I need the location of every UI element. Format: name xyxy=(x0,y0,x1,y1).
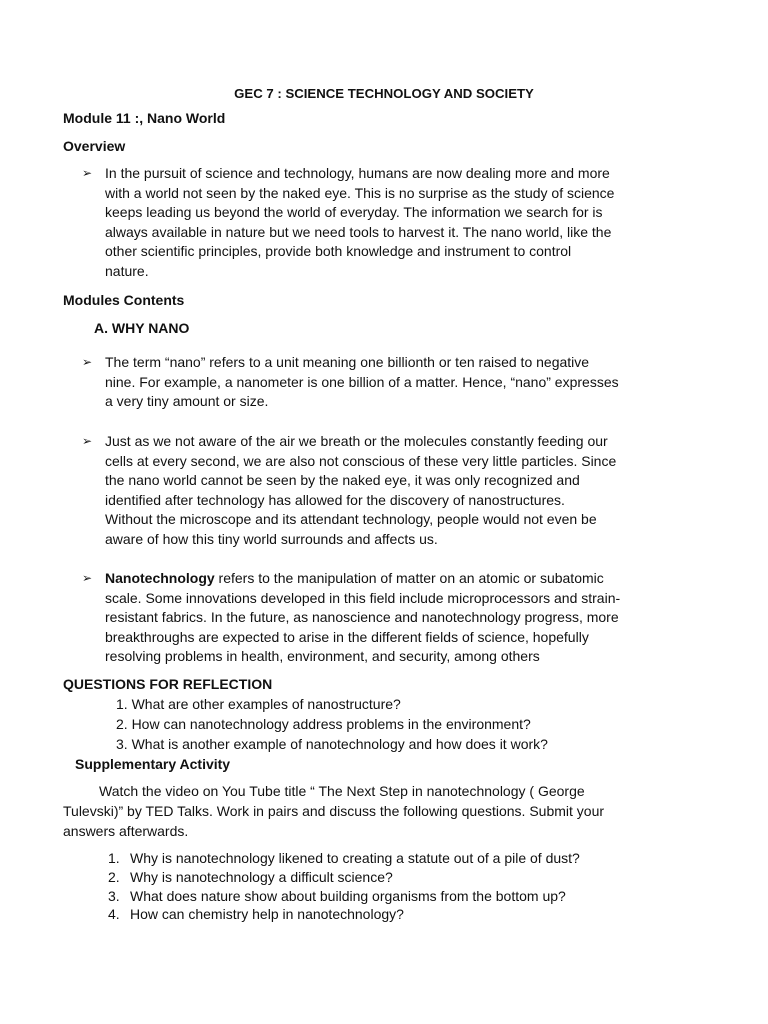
paragraph-line: Just as we not aware of the air we breath or the molecules constantly feeding our xyxy=(105,433,608,449)
module-heading: Module 11 :, Nano World xyxy=(63,110,226,126)
nano-world-paragraph xyxy=(105,432,715,549)
question-item: 2. How can nanotechnology address problems in the environment? xyxy=(116,716,531,732)
paragraph-line: identified after technology has allowed for the discovery of nanostructures. xyxy=(105,491,565,508)
paragraph-line: Without the microscope and its attendant technology, people would not even be xyxy=(105,511,597,527)
activity-question-number: 3. xyxy=(108,888,120,904)
activity-question-number: 2. xyxy=(108,869,120,885)
paragraph-line: the nano world cannot be seen by the naked eye, it was only recognized and xyxy=(105,472,580,488)
activity-question: How can chemistry help in nanotechnology? xyxy=(130,906,404,922)
arrow-bullet-icon: ➢ xyxy=(82,571,93,585)
arrow-bullet-icon: ➢ xyxy=(82,434,93,448)
overview-line: In the pursuit of science and technology, humans are now dealing more and more xyxy=(105,165,610,181)
paragraph-line: a very tiny amount or size. xyxy=(105,393,269,409)
question-item: 1. What are other examples of nanostructure? xyxy=(116,696,401,712)
overview-line: keeps leading us beyond the world of everyday. The information we search for is xyxy=(105,204,603,220)
activity-question: Why is nanotechnology likened to creating a statute out of a pile of dust? xyxy=(130,850,580,866)
activity-question-number: 4. xyxy=(108,906,120,922)
paragraph-line-rest: refers to the manipulation of matter on an atomic or subatomic xyxy=(214,570,604,586)
paragraph-line: cells at every second, we are also not conscious of these very little particles. Since xyxy=(105,452,617,469)
activity-question-number: 1. xyxy=(108,850,120,866)
arrow-bullet-icon: ➢ xyxy=(82,355,93,369)
contents-heading: Modules Contents xyxy=(63,292,185,308)
supplementary-heading: Supplementary Activity xyxy=(75,756,231,772)
paragraph-line xyxy=(105,569,715,589)
paragraph-line: scale. Some innovations developed in this field include microprocessors and strain- xyxy=(105,589,621,606)
paragraph-line: breakthroughs are expected to arise in the different fields of science, hopefully xyxy=(105,628,589,645)
nano-definition-paragraph xyxy=(105,353,715,412)
question-item: 3. What is another example of nanotechnology and how does it work? xyxy=(116,736,548,752)
paragraph-line: resolving problems in health, environment, and security, among others xyxy=(105,648,540,664)
nanotechnology-paragraph xyxy=(105,569,715,667)
activity-line: Tulevski)” by TED Talks. Work in pairs and discuss the following questions. Submit your xyxy=(63,803,605,819)
overview-line: other scientific principles, provide both knowledge and instrument to control xyxy=(105,243,572,259)
activity-line: answers afterwards. xyxy=(63,823,189,839)
page-title: GEC 7 : SCIENCE TECHNOLOGY AND SOCIETY xyxy=(234,86,534,101)
paragraph-line: aware of how this tiny world surrounds and affects us. xyxy=(105,530,438,547)
overview-line: with a world not seen by the naked eye. This is no surprise as the study of science xyxy=(105,184,615,201)
overview-paragraph xyxy=(105,164,715,281)
overview-line: always available in nature but we need tools to harvest it. The nano world, like the xyxy=(105,223,612,240)
paragraph-line: resistant fabrics. In the future, as nanoscience and nanotechnology progress, more xyxy=(105,609,619,625)
overview-line: nature. xyxy=(105,262,149,279)
activity-question: What does nature show about building organisms from the bottom up? xyxy=(130,888,566,904)
nanotechnology-term: Nanotechnology xyxy=(105,570,215,586)
paragraph-line: The term “nano” refers to a unit meaning one billionth or ten raised to negative xyxy=(105,354,590,370)
paragraph-line: nine. For example, a nanometer is one billion of a matter. Hence, “nano” expresses xyxy=(105,373,619,390)
arrow-bullet-icon: ➢ xyxy=(82,166,93,180)
section-a-heading: A. WHY NANO xyxy=(94,320,190,336)
activity-line: Watch the video on You Tube title “ The Next Step in nanotechnology ( George xyxy=(99,783,585,799)
questions-heading: QUESTIONS FOR REFLECTION xyxy=(63,676,273,692)
activity-question: Why is nanotechnology a difficult science? xyxy=(130,869,393,885)
overview-heading: Overview xyxy=(63,138,126,154)
